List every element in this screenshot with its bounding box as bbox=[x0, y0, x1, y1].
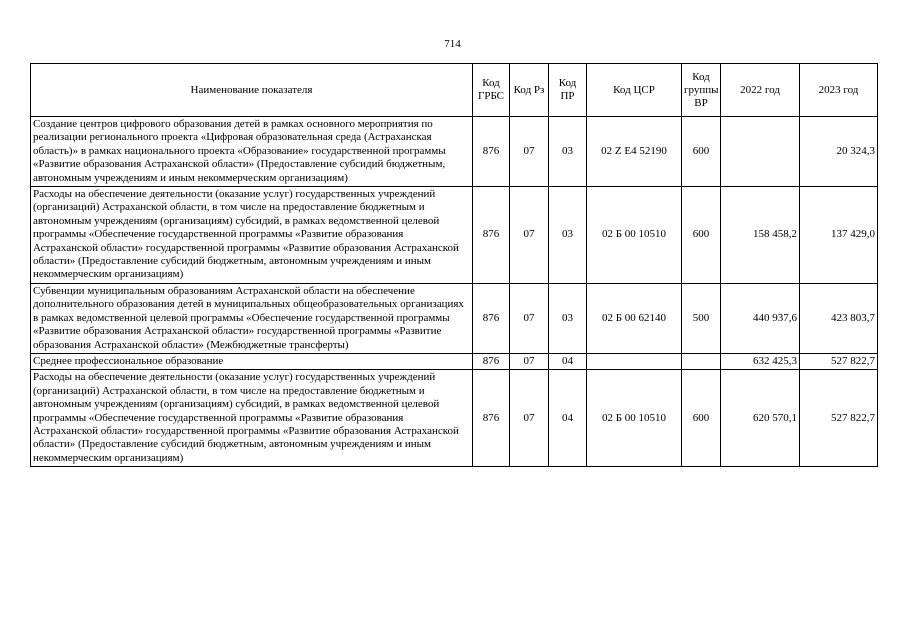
table-row bbox=[31, 187, 878, 284]
row-grbs: 876 bbox=[473, 117, 510, 187]
row-csr: 02 Z E4 52190 bbox=[587, 117, 682, 187]
row-rz: 07 bbox=[510, 353, 549, 369]
header-csr: Код ЦСР bbox=[587, 64, 682, 117]
row-rz: 07 bbox=[510, 117, 549, 187]
table-row bbox=[31, 283, 878, 353]
row-year-2022: 158 458,2 bbox=[721, 187, 800, 284]
header-pr: Код ПР bbox=[549, 64, 587, 117]
table-row bbox=[31, 353, 878, 369]
row-grbs: 876 bbox=[473, 283, 510, 353]
header-year-2022: 2022 год bbox=[721, 64, 800, 117]
table-row bbox=[31, 117, 878, 187]
row-year-2023: 527 822,7 bbox=[800, 370, 878, 467]
header-grbs: Код ГРБС bbox=[473, 64, 510, 117]
header-name: Наименование показателя bbox=[31, 64, 473, 117]
row-pr: 03 bbox=[549, 283, 587, 353]
row-pr: 04 bbox=[549, 353, 587, 369]
row-year-2022 bbox=[721, 117, 800, 187]
row-vr: 600 bbox=[682, 370, 721, 467]
header-rz: Код Рз bbox=[510, 64, 549, 117]
row-vr: 600 bbox=[682, 187, 721, 284]
row-csr: 02 Б 00 62140 bbox=[587, 283, 682, 353]
row-vr: 500 bbox=[682, 283, 721, 353]
row-name: Субвенции муниципальным образованиям Астраханской области на обеспечение дополнительного образования детей в муниципальных общеобразовательных организациях в рамках ведомственной целевой программы «Обеспечение государственной программы «Развитие образования Астраханской области» государственной программы «Развитие образования Астраханской области» (Межбюджетные трансферты) bbox=[31, 283, 473, 353]
row-year-2022: 440 937,6 bbox=[721, 283, 800, 353]
row-grbs: 876 bbox=[473, 353, 510, 369]
header-vr: Код группы ВР bbox=[682, 64, 721, 117]
row-vr: 600 bbox=[682, 117, 721, 187]
row-year-2023: 20 324,3 bbox=[800, 117, 878, 187]
row-name: Среднее профессиональное образование bbox=[31, 353, 473, 369]
row-csr: 02 Б 00 10510 bbox=[587, 187, 682, 284]
row-vr bbox=[682, 353, 721, 369]
row-rz: 07 bbox=[510, 370, 549, 467]
row-year-2022: 632 425,3 bbox=[721, 353, 800, 369]
row-year-2023: 137 429,0 bbox=[800, 187, 878, 284]
header-year-2023: 2023 год bbox=[800, 64, 878, 117]
row-pr: 03 bbox=[549, 117, 587, 187]
row-csr bbox=[587, 353, 682, 369]
row-pr: 04 bbox=[549, 370, 587, 467]
row-year-2023: 423 803,7 bbox=[800, 283, 878, 353]
row-grbs: 876 bbox=[473, 187, 510, 284]
table-row bbox=[31, 370, 878, 467]
row-csr: 02 Б 00 10510 bbox=[587, 370, 682, 467]
row-pr: 03 bbox=[549, 187, 587, 284]
row-name: Расходы на обеспечение деятельности (оказание услуг) государственных учреждений (организаций) Астраханской области, в том числе на предоставление бюджетным и автономным учреждениям (организациям) субсидий, в рамках ведомственной целевой программы «Обеспечение государственной программы «Развитие образования Астраханской области» государственной программы «Развитие образования Астраханской области» (Предоставление субсидий бюджетным, автономным учреждениям и иным некоммерческим организациям) bbox=[31, 187, 473, 284]
table-header-row bbox=[31, 64, 878, 117]
budget-table bbox=[30, 63, 878, 467]
row-year-2023: 527 822,7 bbox=[800, 353, 878, 369]
row-name: Создание центров цифрового образования детей в рамках основного мероприятия по реализации регионального проекта «Цифровая образовательная среда (Астраханская область)» в рамках национального проекта «Образование» государственной программы «Развитие образования Астраханской области» (Предоставление субсидий бюджетным, автономным учреждениям и иным некоммерческим организациям) bbox=[31, 117, 473, 187]
row-name: Расходы на обеспечение деятельности (оказание услуг) государственных учреждений (организаций) Астраханской области, в том числе на предоставление бюджетным и автономным учреждениям (организациям) субсидий, в рамках ведомственной целевой программы «Обеспечение государственной программы «Развитие образования Астраханской области» государственной программы «Развитие образования Астраханской области» (Предоставление субсидий бюджетным, автономным учреждениям и иным некоммерческим организациям) bbox=[31, 370, 473, 467]
row-grbs: 876 bbox=[473, 370, 510, 467]
row-year-2022: 620 570,1 bbox=[721, 370, 800, 467]
row-rz: 07 bbox=[510, 187, 549, 284]
row-rz: 07 bbox=[510, 283, 549, 353]
page-number: 714 bbox=[444, 38, 461, 50]
